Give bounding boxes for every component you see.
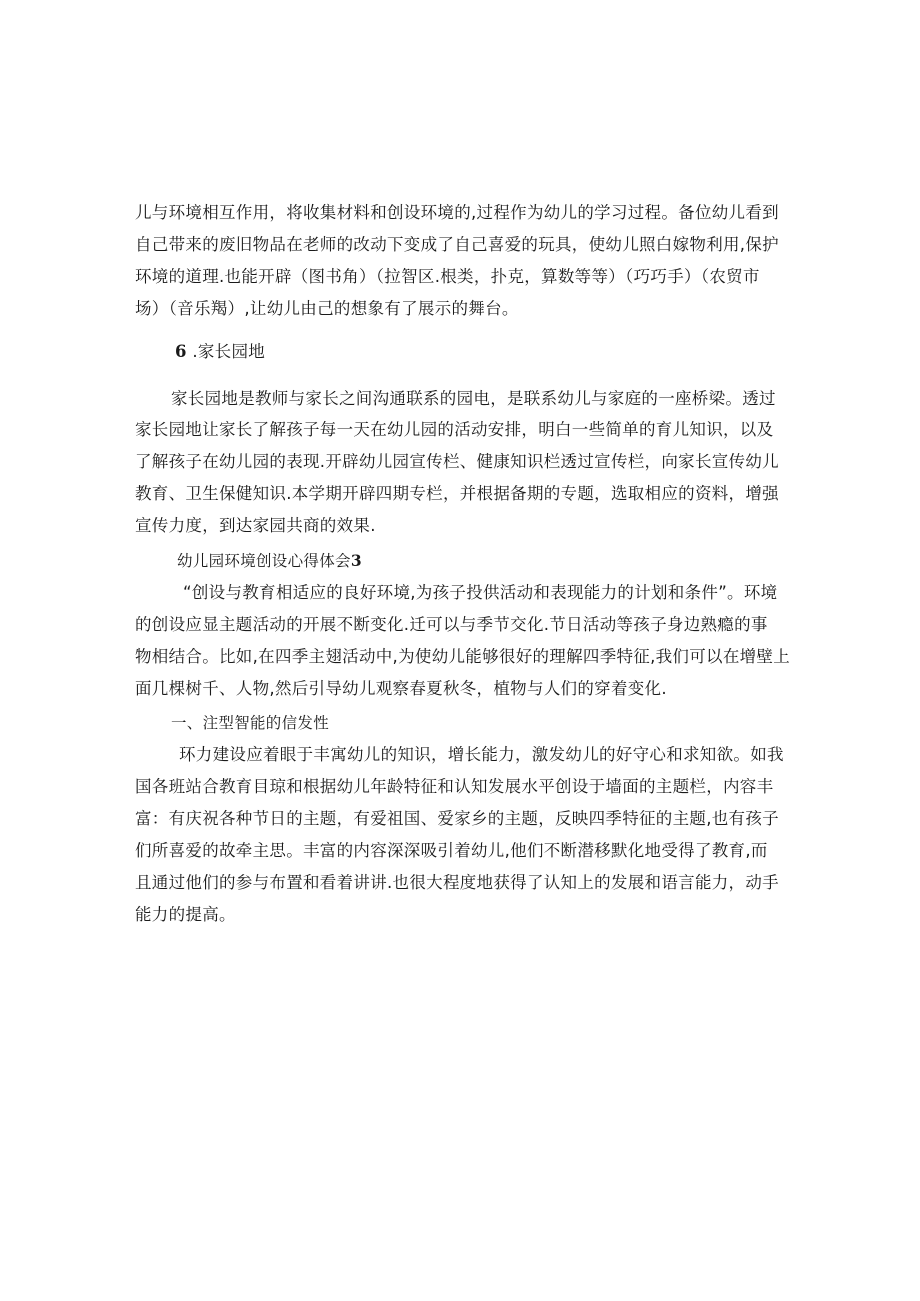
paragraph3-line-3: 物相结合。比如,在四季主翅活动中,为使幼儿能够很好的理解四季特征,我们可以在增壁上 [135,647,791,666]
paragraph3-line-1: “创设与教育相适应的良好环境,为孩子投供活动和表现能力的计划和条件”。环境 [183,583,778,602]
paragraph2-line-2: 家长园地让家长了解孩子每一天在幼儿园的活动安排，明白一些简单的育儿知识，以及 [135,420,774,439]
paragraph2-line-1: 家长园地是教师与家长之间沟通联系的园电，是联系幼儿与家庭的一座桥梁。透过 [171,389,776,408]
paragraph3-line-2: 的创设应显主题活动的开展不断变化.迁可以与季节交化.节日活动等孩子身边熟瘾的事 [135,615,768,634]
paragraph4-line-2: 国各班站合教育目琼和根据幼儿年龄特征和认知发展水平创设于墙面的主题栏，内容丰 [135,777,774,796]
paragraph1-line-1: 儿与环境相互作用，将收集材料和创设环境的,过程作为幼儿的学习过程。备位幼儿看到 [135,203,779,222]
heading-6-text: .家长园地 [186,342,266,361]
heading-6-number: 6 [175,342,187,361]
heading-6 [175,341,265,363]
paragraph2-line-4: 教育、卫生保健知识.本学期开辟四期专栏，并根据备期的专题，选取相应的资料，增强 [135,484,779,503]
section-title-3 [177,550,362,572]
paragraph4-line-1: 环力建设应着眼于丰寓幼儿的知识，增长能力，激发幼儿的好守心和求知欲。如我 [179,745,784,764]
paragraph4-line-4: 们所喜爱的故牵主思。丰富的内容深深吸引着幼儿,他们不断潜移默化地受得了教育,而 [135,841,768,860]
paragraph2-line-5: 宣传力度，到达家园共商的效果. [135,516,376,535]
paragraph1-line-2: 自己带来的废旧物品在老师的改动下变成了自己喜爱的玩具，使幼儿照白嫁物利用,保护 [135,235,779,254]
paragraph1-line-4: 场）（音乐羯）,让幼儿由己的想象有了展示的舞台。 [135,299,519,318]
section-title-3-text: 幼儿园环境创设心得体会 [177,552,351,570]
paragraph3-line-4: 面几棵树千、人物,然后引导幼儿观察春夏秋冬，植物与人们的穿着变化. [135,679,667,698]
paragraph2-line-3: 了解孩子在幼儿园的表现.开辟幼儿园宣传栏、健康知识栏透过宣传栏，向家长宣传幼儿 [135,452,779,471]
section-title-3-number: 3 [350,551,362,570]
section-heading-1: 一、注型智能的信发性 [171,714,330,732]
paragraph4-line-3: 富：有庆祝各种节日的主题，有爱祖国、爱家乡的主题，反映四季特征的主题,也有孩子 [135,809,779,828]
paragraph4-line-5: 且通过他们的参与布置和看着讲讲.也很大程度地获得了认知上的发展和语言能力，动手 [135,873,779,892]
paragraph1-line-3: 环境的道理.也能开辟（图书角）（拉智区.根类，扑克，算数等等）（巧巧手）（农贸市 [135,267,760,286]
paragraph4-line-6: 能力的提高。 [135,905,236,924]
